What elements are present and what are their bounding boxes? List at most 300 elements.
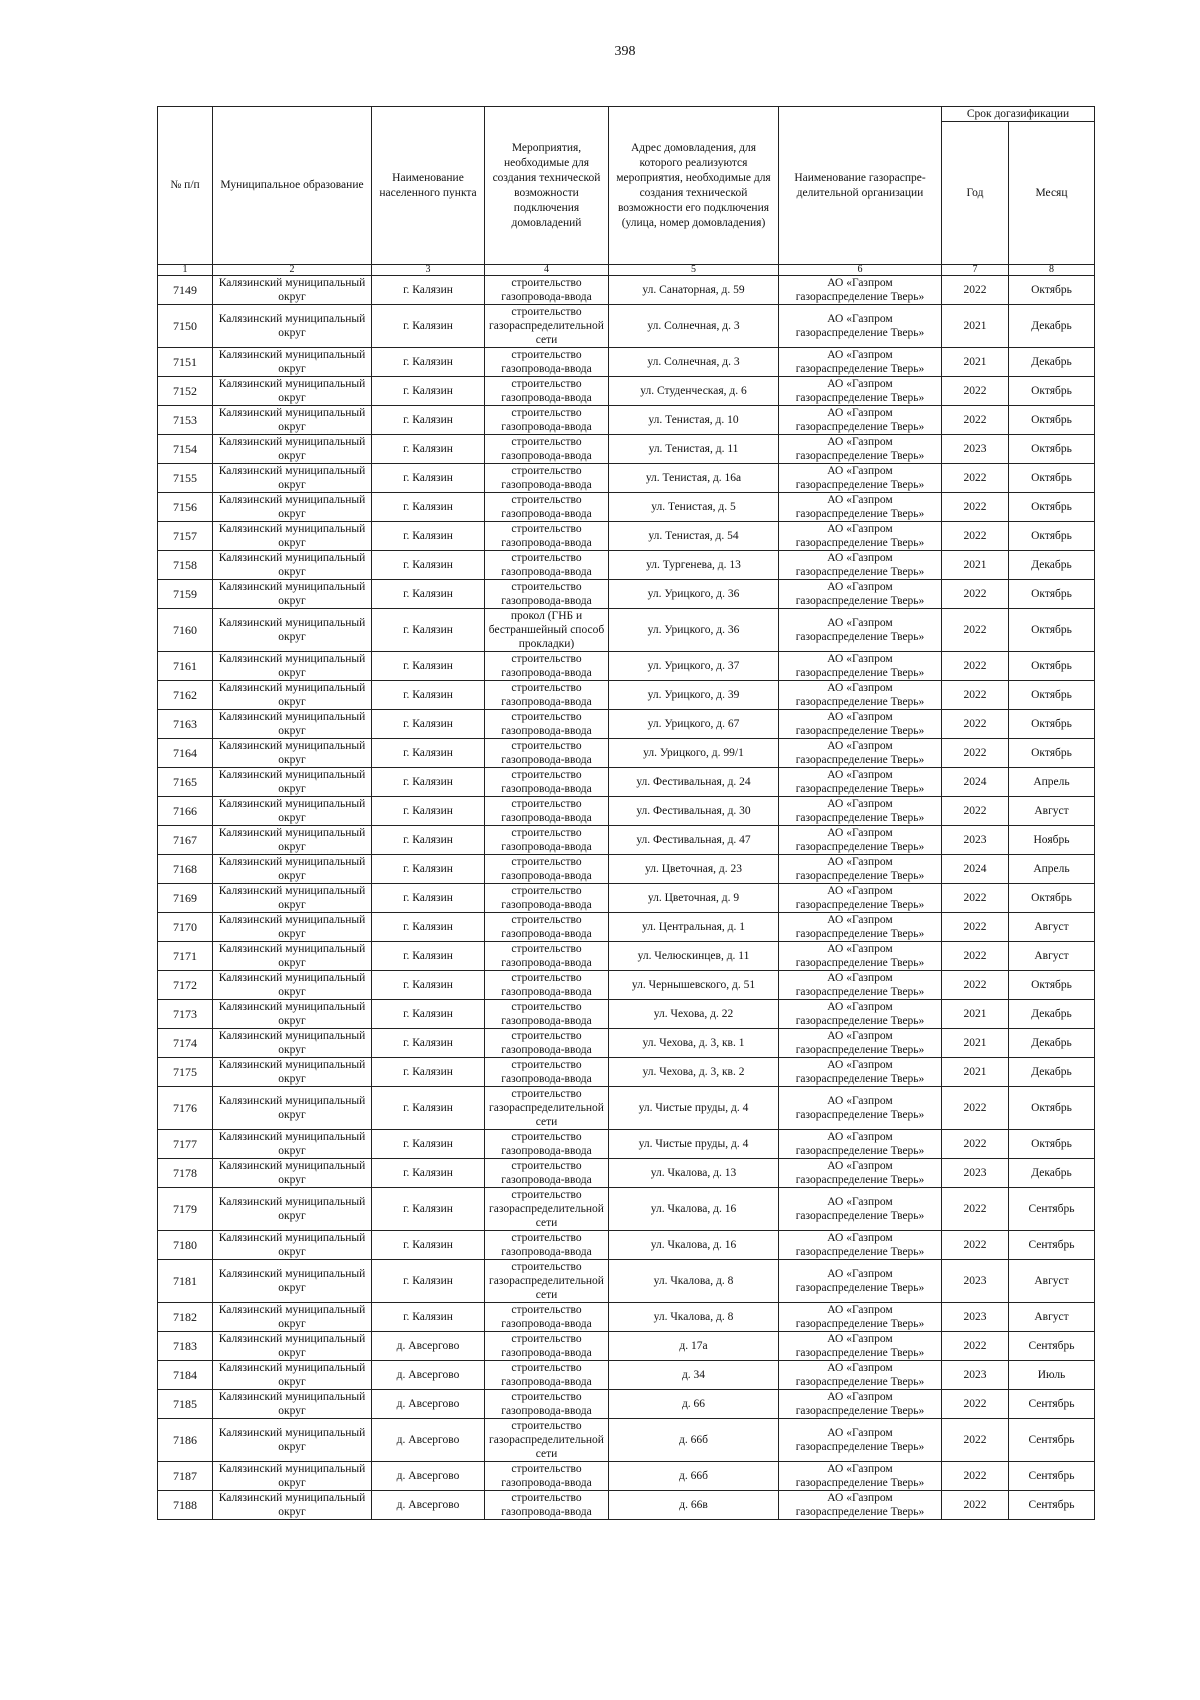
- row-measure: строительство газопровода-ввода: [485, 884, 609, 913]
- row-organization: АО «Газпром газораспределение Тверь»: [779, 884, 942, 913]
- row-organization: АО «Газпром газораспределение Тверь»: [779, 1260, 942, 1303]
- row-month: Октябрь: [1009, 652, 1095, 681]
- row-address: ул. Чкалова, д. 13: [609, 1159, 779, 1188]
- row-number: 7151: [158, 348, 213, 377]
- header-settlement: Наименование населенного пункта: [372, 107, 485, 265]
- row-month: Октябрь: [1009, 609, 1095, 652]
- row-number: 7150: [158, 305, 213, 348]
- row-organization: АО «Газпром газораспределение Тверь»: [779, 855, 942, 884]
- table-row: [158, 797, 1095, 826]
- row-year: 2022: [942, 609, 1009, 652]
- row-municipality: Калязинский муниципальный округ: [213, 1390, 372, 1419]
- row-organization: АО «Газпром газораспределение Тверь»: [779, 913, 942, 942]
- row-settlement: д. Авсергово: [372, 1491, 485, 1520]
- row-measure: строительство газопровода-ввода: [485, 1462, 609, 1491]
- row-municipality: Калязинский муниципальный округ: [213, 826, 372, 855]
- row-month: Август: [1009, 913, 1095, 942]
- row-settlement: г. Калязин: [372, 305, 485, 348]
- row-settlement: г. Калязин: [372, 768, 485, 797]
- row-month: Декабрь: [1009, 348, 1095, 377]
- row-number: 7177: [158, 1130, 213, 1159]
- row-settlement: г. Калязин: [372, 1231, 485, 1260]
- row-number: 7182: [158, 1303, 213, 1332]
- row-municipality: Калязинский муниципальный округ: [213, 1303, 372, 1332]
- row-number: 7183: [158, 1332, 213, 1361]
- row-address: ул. Чехова, д. 3, кв. 2: [609, 1058, 779, 1087]
- row-address: ул. Тургенева, д. 13: [609, 551, 779, 580]
- row-settlement: г. Калязин: [372, 406, 485, 435]
- row-municipality: Калязинский муниципальный округ: [213, 377, 372, 406]
- row-settlement: г. Калязин: [372, 884, 485, 913]
- row-organization: АО «Газпром газораспределение Тверь»: [779, 406, 942, 435]
- row-number: 7174: [158, 1029, 213, 1058]
- table-row: [158, 435, 1095, 464]
- table-row: [158, 884, 1095, 913]
- row-year: 2022: [942, 710, 1009, 739]
- row-month: Октябрь: [1009, 1087, 1095, 1130]
- row-municipality: Калязинский муниципальный округ: [213, 710, 372, 739]
- row-address: ул. Фестивальная, д. 30: [609, 797, 779, 826]
- row-settlement: г. Калязин: [372, 348, 485, 377]
- row-address: ул. Цветочная, д. 9: [609, 884, 779, 913]
- row-month: Август: [1009, 942, 1095, 971]
- row-organization: АО «Газпром газораспределение Тверь»: [779, 942, 942, 971]
- row-municipality: Калязинский муниципальный округ: [213, 406, 372, 435]
- row-measure: строительство газопровода-ввода: [485, 1303, 609, 1332]
- row-address: ул. Чкалова, д. 16: [609, 1188, 779, 1231]
- table-row: [158, 1462, 1095, 1491]
- row-month: Октябрь: [1009, 681, 1095, 710]
- row-settlement: д. Авсергово: [372, 1361, 485, 1390]
- row-number: 7163: [158, 710, 213, 739]
- row-address: ул. Чехова, д. 3, кв. 1: [609, 1029, 779, 1058]
- row-address: ул. Урицкого, д. 36: [609, 580, 779, 609]
- row-municipality: Калязинский муниципальный округ: [213, 551, 372, 580]
- row-organization: АО «Газпром газораспределение Тверь»: [779, 826, 942, 855]
- row-month: Сентябрь: [1009, 1231, 1095, 1260]
- row-number: 7170: [158, 913, 213, 942]
- row-address: ул. Урицкого, д. 39: [609, 681, 779, 710]
- table-row: [158, 1303, 1095, 1332]
- row-number: 7179: [158, 1188, 213, 1231]
- row-address: ул. Студенческая, д. 6: [609, 377, 779, 406]
- row-measure: строительство газопровода-ввода: [485, 942, 609, 971]
- table-row: [158, 739, 1095, 768]
- row-month: Декабрь: [1009, 551, 1095, 580]
- row-address: ул. Урицкого, д. 37: [609, 652, 779, 681]
- header-deadline-group: Срок догазификации: [942, 107, 1095, 122]
- row-settlement: г. Калязин: [372, 710, 485, 739]
- row-measure: строительство газопровода-ввода: [485, 855, 609, 884]
- table-row: [158, 276, 1095, 305]
- column-number: 8: [1009, 265, 1095, 276]
- row-organization: АО «Газпром газораспределение Тверь»: [779, 522, 942, 551]
- row-organization: АО «Газпром газораспределение Тверь»: [779, 1303, 942, 1332]
- header-no: № п/п: [158, 107, 213, 265]
- header-month: Месяц: [1009, 122, 1095, 265]
- table-row: [158, 1419, 1095, 1462]
- row-address: д. 34: [609, 1361, 779, 1390]
- row-year: 2022: [942, 971, 1009, 1000]
- table-row: [158, 1332, 1095, 1361]
- row-address: ул. Урицкого, д. 99/1: [609, 739, 779, 768]
- row-settlement: г. Калязин: [372, 855, 485, 884]
- row-settlement: г. Калязин: [372, 1087, 485, 1130]
- table-row: [158, 1491, 1095, 1520]
- row-measure: строительство газопровода-ввода: [485, 435, 609, 464]
- row-measure: строительство газопровода-ввода: [485, 276, 609, 305]
- row-address: ул. Чкалова, д. 16: [609, 1231, 779, 1260]
- row-settlement: г. Калязин: [372, 1130, 485, 1159]
- row-month: Октябрь: [1009, 464, 1095, 493]
- row-measure: строительство газораспределительной сети: [485, 1260, 609, 1303]
- row-address: д. 66: [609, 1390, 779, 1419]
- row-settlement: г. Калязин: [372, 942, 485, 971]
- row-settlement: г. Калязин: [372, 522, 485, 551]
- column-number: 3: [372, 265, 485, 276]
- row-organization: АО «Газпром газораспределение Тверь»: [779, 1462, 942, 1491]
- row-measure: строительство газопровода-ввода: [485, 406, 609, 435]
- row-settlement: г. Калязин: [372, 435, 485, 464]
- row-municipality: Калязинский муниципальный округ: [213, 1260, 372, 1303]
- row-year: 2022: [942, 1390, 1009, 1419]
- gasification-table: [157, 106, 1095, 1520]
- row-number: 7165: [158, 768, 213, 797]
- header-year: Год: [942, 122, 1009, 265]
- header-municipality: Муниципальное образование: [213, 107, 372, 265]
- row-month: Октябрь: [1009, 522, 1095, 551]
- row-organization: АО «Газпром газораспределение Тверь»: [779, 1029, 942, 1058]
- row-address: д. 66б: [609, 1462, 779, 1491]
- row-year: 2024: [942, 855, 1009, 884]
- row-measure: строительство газопровода-ввода: [485, 1332, 609, 1361]
- row-settlement: г. Калязин: [372, 797, 485, 826]
- table-row: [158, 348, 1095, 377]
- row-municipality: Калязинский муниципальный округ: [213, 305, 372, 348]
- row-year: 2022: [942, 652, 1009, 681]
- row-month: Декабрь: [1009, 1159, 1095, 1188]
- row-settlement: г. Калязин: [372, 971, 485, 1000]
- table-row: [158, 1029, 1095, 1058]
- row-number: 7167: [158, 826, 213, 855]
- row-month: Октябрь: [1009, 493, 1095, 522]
- table-body: [158, 276, 1095, 1520]
- row-month: Апрель: [1009, 855, 1095, 884]
- row-year: 2022: [942, 406, 1009, 435]
- row-year: 2021: [942, 1058, 1009, 1087]
- row-organization: АО «Газпром газораспределение Тверь»: [779, 1000, 942, 1029]
- row-number: 7185: [158, 1390, 213, 1419]
- row-organization: АО «Газпром газораспределение Тверь»: [779, 1390, 942, 1419]
- row-number: 7166: [158, 797, 213, 826]
- row-year: 2022: [942, 1087, 1009, 1130]
- header-measures: Мероприятия, необходимые для создания технической возможности подключения домовладений: [485, 107, 609, 265]
- row-measure: строительство газопровода-ввода: [485, 1058, 609, 1087]
- row-organization: АО «Газпром газораспределение Тверь»: [779, 797, 942, 826]
- row-month: Декабрь: [1009, 1000, 1095, 1029]
- row-organization: АО «Газпром газораспределение Тверь»: [779, 1491, 942, 1520]
- row-month: Октябрь: [1009, 971, 1095, 1000]
- row-address: ул. Тенистая, д. 16а: [609, 464, 779, 493]
- row-year: 2021: [942, 1000, 1009, 1029]
- row-year: 2022: [942, 1491, 1009, 1520]
- row-measure: строительство газопровода-ввода: [485, 1029, 609, 1058]
- row-year: 2022: [942, 681, 1009, 710]
- row-month: Апрель: [1009, 768, 1095, 797]
- row-month: Сентябрь: [1009, 1491, 1095, 1520]
- table-row: [158, 681, 1095, 710]
- row-address: ул. Солнечная, д. 3: [609, 305, 779, 348]
- table-row: [158, 652, 1095, 681]
- row-organization: АО «Газпром газораспределение Тверь»: [779, 1130, 942, 1159]
- row-number: 7164: [158, 739, 213, 768]
- table-row: [158, 406, 1095, 435]
- row-municipality: Калязинский муниципальный округ: [213, 1462, 372, 1491]
- row-municipality: Калязинский муниципальный округ: [213, 1130, 372, 1159]
- row-month: Август: [1009, 1260, 1095, 1303]
- row-month: Август: [1009, 797, 1095, 826]
- row-number: 7173: [158, 1000, 213, 1029]
- column-number: 1: [158, 265, 213, 276]
- row-measure: строительство газопровода-ввода: [485, 1231, 609, 1260]
- row-measure: строительство газопровода-ввода: [485, 710, 609, 739]
- row-settlement: д. Авсергово: [372, 1332, 485, 1361]
- row-year: 2023: [942, 826, 1009, 855]
- row-organization: АО «Газпром газораспределение Тверь»: [779, 551, 942, 580]
- table-row: [158, 710, 1095, 739]
- row-organization: АО «Газпром газораспределение Тверь»: [779, 1087, 942, 1130]
- row-settlement: г. Калязин: [372, 551, 485, 580]
- row-number: 7187: [158, 1462, 213, 1491]
- row-year: 2023: [942, 1303, 1009, 1332]
- row-month: Сентябрь: [1009, 1462, 1095, 1491]
- table-row: [158, 913, 1095, 942]
- row-municipality: Калязинский муниципальный округ: [213, 464, 372, 493]
- row-month: Октябрь: [1009, 435, 1095, 464]
- row-settlement: г. Калязин: [372, 739, 485, 768]
- row-organization: АО «Газпром газораспределение Тверь»: [779, 710, 942, 739]
- row-municipality: Калязинский муниципальный округ: [213, 942, 372, 971]
- row-settlement: г. Калязин: [372, 1000, 485, 1029]
- row-number: 7149: [158, 276, 213, 305]
- row-number: 7181: [158, 1260, 213, 1303]
- row-settlement: г. Калязин: [372, 913, 485, 942]
- table-row: [158, 768, 1095, 797]
- row-address: ул. Фестивальная, д. 47: [609, 826, 779, 855]
- row-settlement: г. Калязин: [372, 1058, 485, 1087]
- column-number-row: [158, 265, 1095, 276]
- row-year: 2024: [942, 768, 1009, 797]
- row-municipality: Калязинский муниципальный округ: [213, 739, 372, 768]
- row-settlement: г. Калязин: [372, 493, 485, 522]
- row-settlement: г. Калязин: [372, 1303, 485, 1332]
- row-year: 2022: [942, 377, 1009, 406]
- row-measure: строительство газопровода-ввода: [485, 681, 609, 710]
- row-year: 2023: [942, 1361, 1009, 1390]
- row-municipality: Калязинский муниципальный округ: [213, 681, 372, 710]
- row-organization: АО «Газпром газораспределение Тверь»: [779, 464, 942, 493]
- table-row: [158, 609, 1095, 652]
- row-settlement: г. Калязин: [372, 609, 485, 652]
- row-month: Декабрь: [1009, 1029, 1095, 1058]
- row-number: 7171: [158, 942, 213, 971]
- row-settlement: д. Авсергово: [372, 1419, 485, 1462]
- row-number: 7162: [158, 681, 213, 710]
- table-row: [158, 1130, 1095, 1159]
- row-year: 2022: [942, 942, 1009, 971]
- row-organization: АО «Газпром газораспределение Тверь»: [779, 1159, 942, 1188]
- table-row: [158, 826, 1095, 855]
- row-measure: строительство газопровода-ввода: [485, 1159, 609, 1188]
- row-municipality: Калязинский муниципальный округ: [213, 1231, 372, 1260]
- row-organization: АО «Газпром газораспределение Тверь»: [779, 580, 942, 609]
- row-number: 7172: [158, 971, 213, 1000]
- row-number: 7152: [158, 377, 213, 406]
- row-measure: строительство газопровода-ввода: [485, 913, 609, 942]
- row-organization: АО «Газпром газораспределение Тверь»: [779, 276, 942, 305]
- row-municipality: Калязинский муниципальный округ: [213, 1361, 372, 1390]
- row-municipality: Калязинский муниципальный округ: [213, 1058, 372, 1087]
- row-address: ул. Тенистая, д. 10: [609, 406, 779, 435]
- row-address: ул. Санаторная, д. 59: [609, 276, 779, 305]
- row-month: Июль: [1009, 1361, 1095, 1390]
- row-year: 2023: [942, 435, 1009, 464]
- row-year: 2021: [942, 348, 1009, 377]
- row-year: 2022: [942, 1188, 1009, 1231]
- row-organization: АО «Газпром газораспределение Тверь»: [779, 1188, 942, 1231]
- row-settlement: г. Калязин: [372, 464, 485, 493]
- table-row: [158, 1159, 1095, 1188]
- row-year: 2022: [942, 1231, 1009, 1260]
- row-settlement: г. Калязин: [372, 652, 485, 681]
- row-municipality: Калязинский муниципальный округ: [213, 652, 372, 681]
- table-row: [158, 1000, 1095, 1029]
- row-settlement: г. Калязин: [372, 1159, 485, 1188]
- row-month: Октябрь: [1009, 710, 1095, 739]
- row-year: 2023: [942, 1159, 1009, 1188]
- row-municipality: Калязинский муниципальный округ: [213, 1087, 372, 1130]
- row-month: Октябрь: [1009, 406, 1095, 435]
- row-measure: строительство газопровода-ввода: [485, 522, 609, 551]
- column-number: 2: [213, 265, 372, 276]
- row-number: 7168: [158, 855, 213, 884]
- row-measure: строительство газопровода-ввода: [485, 739, 609, 768]
- row-municipality: Калязинский муниципальный округ: [213, 797, 372, 826]
- row-organization: АО «Газпром газораспределение Тверь»: [779, 377, 942, 406]
- row-settlement: г. Калязин: [372, 1029, 485, 1058]
- row-municipality: Калязинский муниципальный округ: [213, 1491, 372, 1520]
- row-settlement: д. Авсергово: [372, 1462, 485, 1491]
- table-row: [158, 551, 1095, 580]
- row-month: Декабрь: [1009, 1058, 1095, 1087]
- row-number: 7158: [158, 551, 213, 580]
- row-month: Октябрь: [1009, 580, 1095, 609]
- row-number: 7180: [158, 1231, 213, 1260]
- row-settlement: г. Калязин: [372, 826, 485, 855]
- table-row: [158, 1188, 1095, 1231]
- row-municipality: Калязинский муниципальный округ: [213, 522, 372, 551]
- row-year: 2022: [942, 1332, 1009, 1361]
- row-measure: строительство газораспределительной сети: [485, 1087, 609, 1130]
- row-month: Октябрь: [1009, 739, 1095, 768]
- row-measure: строительство газопровода-ввода: [485, 493, 609, 522]
- table-row: [158, 377, 1095, 406]
- row-municipality: Калязинский муниципальный округ: [213, 609, 372, 652]
- row-municipality: Калязинский муниципальный округ: [213, 855, 372, 884]
- table-row: [158, 493, 1095, 522]
- row-number: 7186: [158, 1419, 213, 1462]
- row-number: 7156: [158, 493, 213, 522]
- column-number: 5: [609, 265, 779, 276]
- row-month: Октябрь: [1009, 1130, 1095, 1159]
- row-year: 2021: [942, 305, 1009, 348]
- row-measure: строительство газопровода-ввода: [485, 377, 609, 406]
- row-month: Сентябрь: [1009, 1419, 1095, 1462]
- row-measure: строительство газопровода-ввода: [485, 1491, 609, 1520]
- row-address: ул. Урицкого, д. 36: [609, 609, 779, 652]
- row-organization: АО «Газпром газораспределение Тверь»: [779, 681, 942, 710]
- row-measure: строительство газораспределительной сети: [485, 305, 609, 348]
- row-municipality: Калязинский муниципальный округ: [213, 1029, 372, 1058]
- row-organization: АО «Газпром газораспределение Тверь»: [779, 1332, 942, 1361]
- row-measure: строительство газопровода-ввода: [485, 1130, 609, 1159]
- row-address: ул. Чистые пруды, д. 4: [609, 1130, 779, 1159]
- row-municipality: Калязинский муниципальный округ: [213, 913, 372, 942]
- row-municipality: Калязинский муниципальный округ: [213, 493, 372, 522]
- row-address: ул. Центральная, д. 1: [609, 913, 779, 942]
- row-year: 2022: [942, 913, 1009, 942]
- row-organization: АО «Газпром газораспределение Тверь»: [779, 1419, 942, 1462]
- row-municipality: Калязинский муниципальный округ: [213, 435, 372, 464]
- row-number: 7188: [158, 1491, 213, 1520]
- row-year: 2022: [942, 1130, 1009, 1159]
- page-number: 398: [614, 44, 636, 59]
- column-number: 7: [942, 265, 1009, 276]
- row-organization: АО «Газпром газораспределение Тверь»: [779, 652, 942, 681]
- table-row: [158, 1390, 1095, 1419]
- row-municipality: Калязинский муниципальный округ: [213, 1000, 372, 1029]
- table-row: [158, 855, 1095, 884]
- table-row: [158, 305, 1095, 348]
- row-measure: строительство газопровода-ввода: [485, 768, 609, 797]
- row-address: ул. Чистые пруды, д. 4: [609, 1087, 779, 1130]
- row-address: ул. Фестивальная, д. 24: [609, 768, 779, 797]
- row-address: ул. Тенистая, д. 11: [609, 435, 779, 464]
- row-municipality: Калязинский муниципальный округ: [213, 1419, 372, 1462]
- row-number: 7154: [158, 435, 213, 464]
- row-measure: строительство газопровода-ввода: [485, 1000, 609, 1029]
- row-year: 2022: [942, 522, 1009, 551]
- row-year: 2022: [942, 276, 1009, 305]
- row-number: 7161: [158, 652, 213, 681]
- header-org: Наименование газораспре-делительной организации: [779, 107, 942, 265]
- row-municipality: Калязинский муниципальный округ: [213, 580, 372, 609]
- row-municipality: Калязинский муниципальный округ: [213, 1188, 372, 1231]
- row-organization: АО «Газпром газораспределение Тверь»: [779, 1231, 942, 1260]
- row-municipality: Калязинский муниципальный округ: [213, 971, 372, 1000]
- row-month: Сентябрь: [1009, 1332, 1095, 1361]
- row-measure: строительство газораспределительной сети: [485, 1188, 609, 1231]
- row-address: ул. Солнечная, д. 3: [609, 348, 779, 377]
- row-address: д. 66б: [609, 1419, 779, 1462]
- row-organization: АО «Газпром газораспределение Тверь»: [779, 1058, 942, 1087]
- row-year: 2022: [942, 739, 1009, 768]
- row-measure: строительство газопровода-ввода: [485, 1390, 609, 1419]
- row-number: 7169: [158, 884, 213, 913]
- row-address: ул. Чкалова, д. 8: [609, 1303, 779, 1332]
- row-address: ул. Урицкого, д. 67: [609, 710, 779, 739]
- row-measure: строительство газопровода-ввода: [485, 580, 609, 609]
